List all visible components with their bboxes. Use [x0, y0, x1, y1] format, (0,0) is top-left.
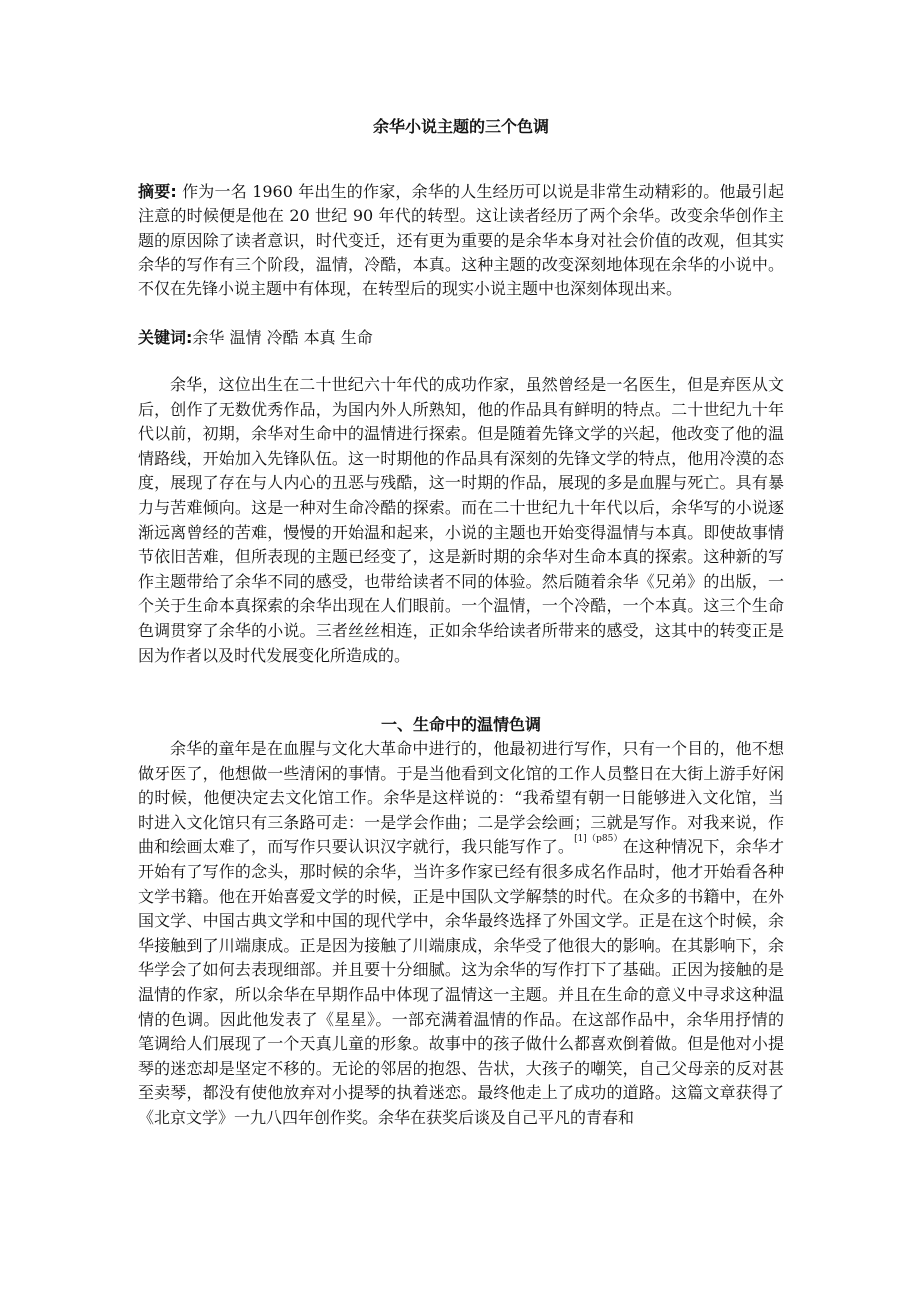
abstract-text: 作为一名 1960 年出生的作家，余华的人生经历可以说是非常生动精彩的。他最引起注意的时候便是他在 20 世纪 90 年代的转型。这让读者经历了两个余华。改变余华创作主题的原因除了读者意识，时代变迁，还有更为重要的是余华本身对社会价值的改观，但其实余华的写作有三个阶段，温情，冷酷，本真。这种主题的改变深刻地体现在余华的小说中。不仅在先锋小说主题中有体现，在转型后的现实小说主题中也深刻体现出来。: [138, 182, 784, 299]
section-text-part2: 在这种情况下，余华才开始有了写作的念头，那时候的余华，当许多作家已经有很多成名作品时，他才开始看各种文学书籍。他在开始喜爱文学的时候，正是中国队文学解禁的时代。在众多的书籍中，在外国文学、中国古典文学和中国的现代学中，余华最终选择了外国文学。正是在这个时候，余华接触到了川端康成。正是因为接触了川端康成，余华受了他很大的影响。在其影响下，余华学会了如何去表现细部。并且要十分细腻。这为余华的写作打下了基础。正因为接触的是温情的作家，所以余华在早期作品中体现了温情这一主题。并且在生命的意义中寻求这种温情的色调。因此他发表了《星星》。一部充满着温情的作品。在这部作品中，余华用抒情的笔调给人们展现了一个天真儿童的形象。故事中的孩子做什么都喜欢倒着做。但是他对小提琴的迷恋却是坚定不移的。无论的邻居的抱怨、告状，大孩子的嘲笑，自己父母亲的反对甚至卖琴，都没有使他放弃对小提琴的执着迷恋。最终他走上了成功的道路。这篇文章获得了《北京文学》一九八四年创作奖。余华在获奖后谈及自己平凡的青春和: [138, 837, 784, 1127]
section-paragraph: [138, 737, 784, 1131]
citation-ref: [1]（p85）: [574, 834, 623, 845]
keywords-label: 关键词:: [138, 328, 193, 347]
section-text-part1: 余华的童年是在血腥与文化大革命中进行的，他最初进行写作，只有一个目的，他不想做牙医了，他想做一些清闲的事情。于是当他看到文化馆的工作人员整日在大街上游手好闲的时候，他便决定去文化馆工作。余华是这样说的：“我希望有朝一日能够进入文化馆，当时进入文化馆只有三条路可走：一是学会作曲；二是学会绘画；三就是写作。对我来说，作曲和绘画太难了，而写作只要认识汉字就行，我只能写作了。: [138, 739, 784, 857]
abstract-label: 摘要:: [138, 182, 177, 201]
section-heading: 一、生命中的温情色调: [380, 715, 541, 734]
paper-title: 余华小说主题的三个色调: [372, 117, 549, 136]
keywords-text: 余华 温情 冷酷 本真 生命: [192, 328, 373, 347]
intro-paragraph: 余华，这位出生在二十世纪六十年代的成功作家，虽然曾经是一名医生，但是弃医从文后，创作了无数优秀作品，为国内外人所熟知，他的作品具有鲜明的特点。二十世纪九十年代以前，初期，余华对生命中的温情进行探索。但是随着先锋文学的兴起，他改变了他的温情路线，开始加入先锋队伍。这一时期他的作品具有深刻的先锋文学的特点，他用冷漠的态度，展现了存在与人内心的丑恶与残酷，这一时期的作品，展现的多是血腥与死亡。具有暴力与苦难倾向。这是一种对生命冷酷的探索。而在二十世纪九十年代以后，余华写的小说逐渐远离曾经的苦难，慢慢的开始温和起来，小说的主题也开始变得温情与本真。即使故事情节依旧苦难，但所表现的主题已经变了，这是新时期的余华对生命本真的探索。这种新的写作主题带给了余华不同的感受，也带给读者不同的体验。然后随着余华《兄弟》的出版，一个关于生命本真探索的余华出现在人们眼前。一个温情，一个冷酷，一个本真。这三个生命色调贯穿了余华的小说。三者丝丝相连，正如余华给读者所带来的感受，这其中的转变正是因为作者以及时代发展变化所造成的。: [138, 375, 784, 665]
abstract: [138, 180, 784, 301]
keywords: [138, 326, 784, 350]
